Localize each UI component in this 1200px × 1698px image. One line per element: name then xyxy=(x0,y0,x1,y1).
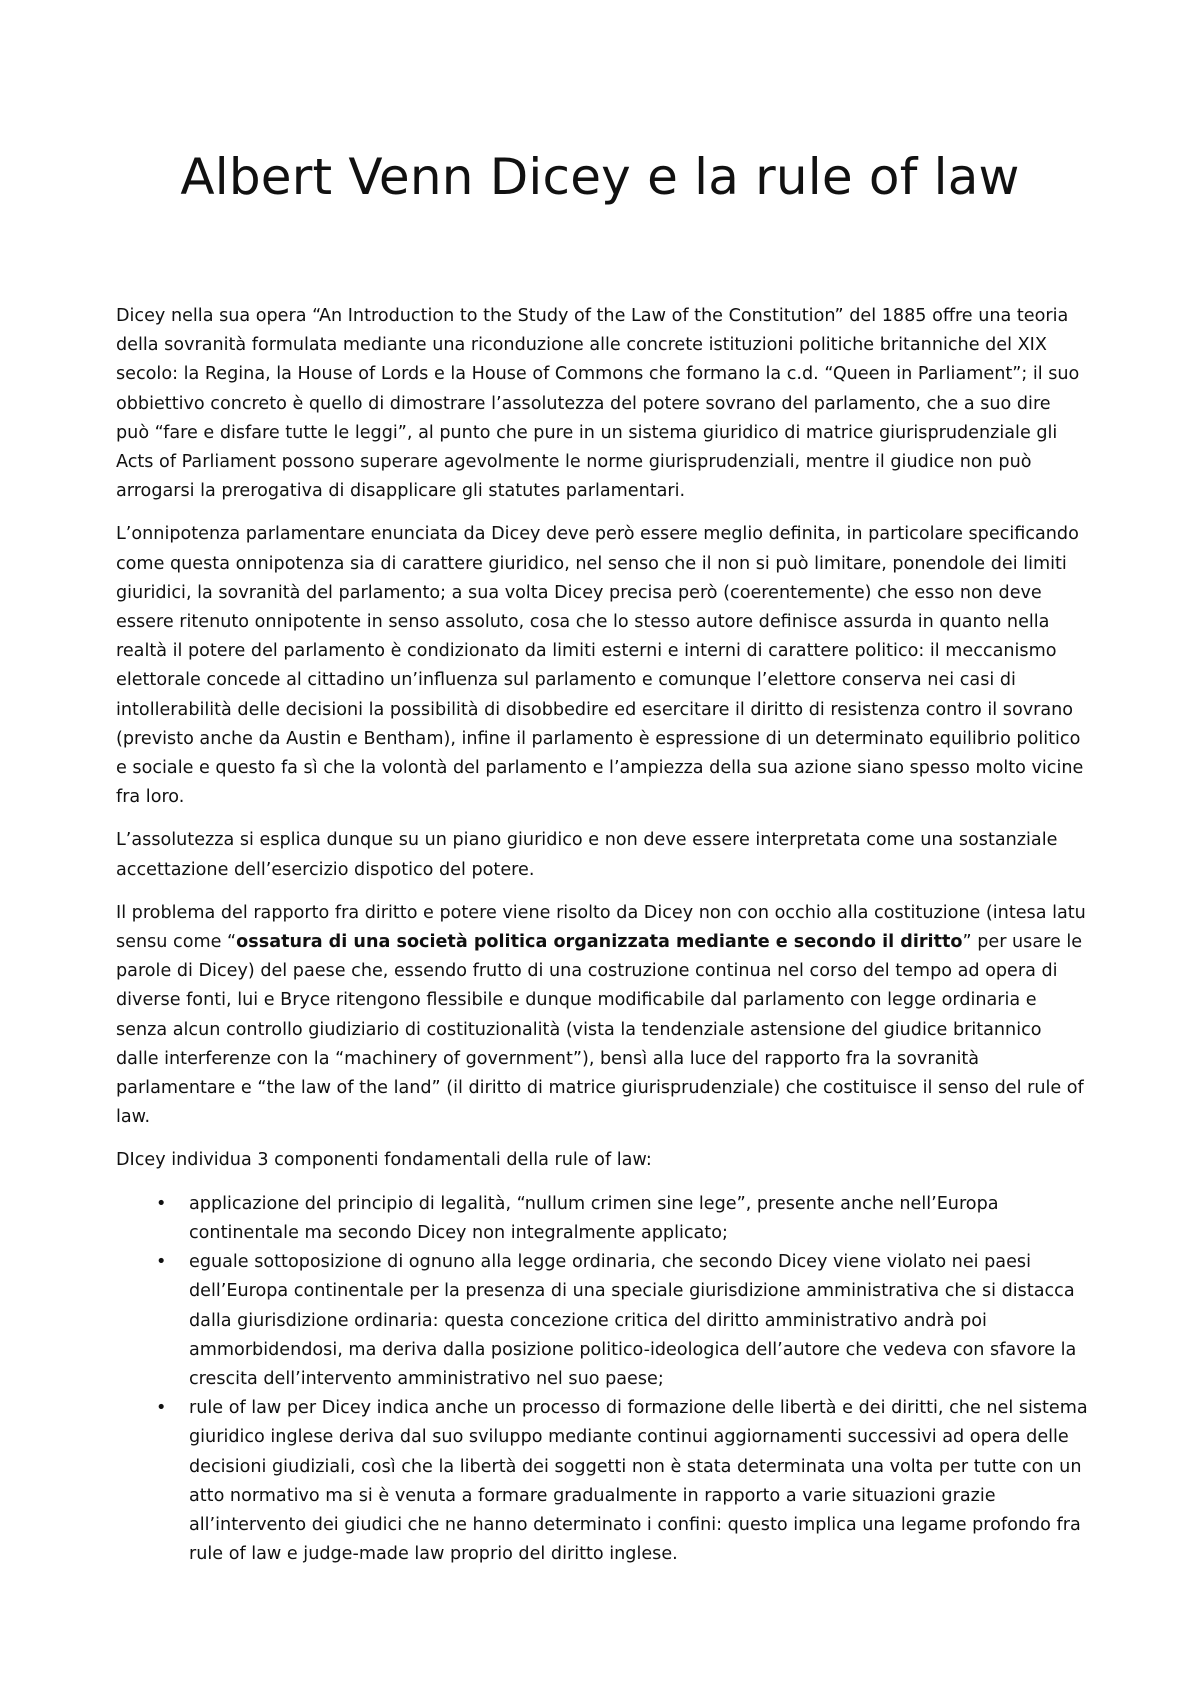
bullet-icon: • xyxy=(156,1193,167,1214)
list-item-text: applicazione del principio di legalità, “nullum crimen sine lege”, presente anche nell’Europa continentale ma secondo Dicey non integralmente applicato; xyxy=(189,1193,999,1243)
paragraph-4-text-start: Il problema del rapporto fra diritto e potere viene risolto da Dicey non con occhio alla costituzione (intesa latu sensu come “ xyxy=(116,902,1086,953)
list-item xyxy=(116,1248,1088,1394)
paragraph-1: Dicey nella sua opera “An Introduction to the Study of the Law of the Constitution” del 1885 offre una teoria della sovranità formulata mediante una riconduzione alle concrete istituzioni politiche britanniche del XIX secolo: la Regina, la House of Lords e la House of Commons che formano la c.d. “Queen in Parliament”; il suo obbiettivo concreto è quello di dimostrare l’assolutezza del potere sovrano del parlamento, che a suo dire può “fare e disfare tutte le leggi”, al punto che pure in un sistema giuridico di matrice giurisprudenziale gli Acts of Parliament possono superare agevolmente le norme giurisprudenziali, mentre il giudice non può arrogarsi la prerogativa di disapplicare gli statutes parlamentari. xyxy=(116,306,1080,502)
document-body xyxy=(116,302,1088,1569)
list-item xyxy=(116,1190,1088,1248)
list-item xyxy=(116,1394,1088,1569)
bullet-icon: • xyxy=(156,1398,167,1419)
bullet-icon: • xyxy=(156,1252,167,1273)
list-intro: DIcey individua 3 componenti fondamentali della rule of law: xyxy=(116,1150,652,1171)
document-title: Albert Venn Dicey e la rule of law xyxy=(180,148,1020,206)
paragraph-2: L’onnipotenza parlamentare enunciata da Dicey deve però essere meglio definita, in particolare specificando come questa onnipotenza sia di carattere giuridico, nel senso che il non si può limitare, ponendole dei limiti giuridici, la sovranità del parlamento; a sua volta Dicey precisa però (coerentemente) che esso non deve essere ritenuto onnipotente in senso assoluto, cosa che lo stesso autore definisce assurda in quanto nella realtà il potere del parlamento è condizionato da limiti esterni e interni di carattere politico: il meccanismo elettorale concede al cittadino un’influenza sul parlamento e comunque l’elettore conserva nei casi di intollerabilità delle decisioni la possibilità di disobbedire ed esercitare il diritto di resistenza contro il sovrano (previsto anche da Austin e Bentham), infine il parlamento è espressione di un determinato equilibrio politico e sociale e questo fa sì che la volontà del parlamento e l’ampiezza della sua azione siano spesso molto vicine fra loro. xyxy=(116,524,1084,808)
paragraph-4 xyxy=(116,899,1088,1133)
paragraph-4-bold-quote: ossatura di una società politica organizzata mediante e secondo il diritto xyxy=(236,932,963,953)
paragraph-3: L’assolutezza si esplica dunque su un piano giuridico e non deve essere interpretata come una sostanziale accettazione dell’esercizio dispotico del potere. xyxy=(116,830,1058,880)
list-item-text: eguale sottoposizione di ognuno alla legge ordinaria, che secondo Dicey viene violato nei paesi dell’Europa continentale per la presenza di una speciale giurisdizione amministrativa che si distacca dalla giurisdizione ordinaria: questa concezione critica del diritto amministrativo andrà poi ammorbidendosi, ma deriva dalla posizione politico-ideologica dell’autore che vedeva con sfavore la crescita dell’intervento amministrativo nel suo paese; xyxy=(189,1252,1077,1389)
bullet-list xyxy=(116,1190,1088,1570)
list-item-text: rule of law per Dicey indica anche un processo di formazione delle libertà e dei diritti, che nel sistema giuridico inglese deriva dal suo sviluppo mediante continui aggiornamenti successivi ad opera delle decisioni giudiziali, così che la libertà dei soggetti non è stata determinata una volta per tutte con un atto normativo ma si è venuta a formare gradualmente in rapporto a varie situazioni grazie all’intervento dei giudici che ne hanno determinato i confini: questo implica una legame profondo fra rule of law e judge-made law proprio del diritto inglese. xyxy=(189,1398,1088,1565)
paragraph-4-text-end: ” per usare le parole di Dicey) del paese che, essendo frutto di una costruzione continua nel corso del tempo ad opera di diverse fonti, lui e Bryce ritengono flessibile e dunque modificabile dal parlamento con legge ordinaria e senza alcun controllo giudiziario di costituzionalità (vista la tendenziale astensione del giudice britannico dalle interferenze con la “machinery of government”), bensì alla luce del rapporto fra la sovranità parlamentare e “the law of the land” (il diritto di matrice giurisprudenziale) che costituisce il senso del rule of law. xyxy=(116,932,1084,1128)
